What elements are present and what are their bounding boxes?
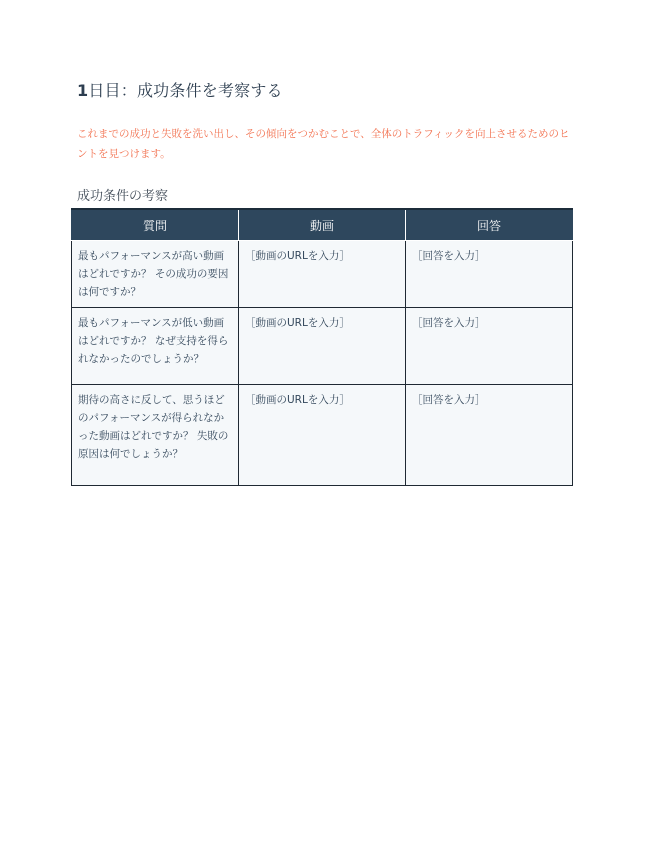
header-question: 質問 bbox=[72, 209, 239, 241]
page-title bbox=[77, 78, 283, 101]
table-header-row bbox=[72, 209, 573, 241]
question-cell: 最もパフォーマンスが低い動画はどれですか？ なぜ支持を得られなかったのでしょうか？ bbox=[72, 308, 239, 385]
question-cell: 最もパフォーマンスが高い動画はどれですか？ その成功の要因は何ですか？ bbox=[72, 241, 239, 308]
table-row bbox=[72, 241, 573, 308]
video-url-cell[interactable]: ［動画のURLを入力］ bbox=[239, 385, 406, 486]
day-number: 1 bbox=[77, 81, 89, 100]
video-url-cell[interactable]: ［動画のURLを入力］ bbox=[239, 308, 406, 385]
page-title-text: 日目：成功条件を考察する bbox=[88, 81, 283, 100]
answer-cell[interactable]: ［回答を入力］ bbox=[406, 385, 573, 486]
table-row bbox=[72, 308, 573, 385]
header-video: 動画 bbox=[239, 209, 406, 241]
table-row bbox=[72, 385, 573, 486]
video-url-cell[interactable]: ［動画のURLを入力］ bbox=[239, 241, 406, 308]
question-cell: 期待の高さに反して、思うほどのパフォーマンスが得られなかった動画はどれですか？ 失敗の原因は何でしょうか？ bbox=[72, 385, 239, 486]
header-answer: 回答 bbox=[406, 209, 573, 241]
answer-cell[interactable]: ［回答を入力］ bbox=[406, 241, 573, 308]
success-analysis-table bbox=[71, 208, 573, 486]
section-heading: 成功条件の考察 bbox=[77, 189, 169, 204]
intro-text: これまでの成功と失敗を洗い出し、その傾向をつかむことで、全体のトラフィックを向上させるためのヒントを見つけます。 bbox=[77, 128, 570, 160]
answer-cell[interactable]: ［回答を入力］ bbox=[406, 308, 573, 385]
